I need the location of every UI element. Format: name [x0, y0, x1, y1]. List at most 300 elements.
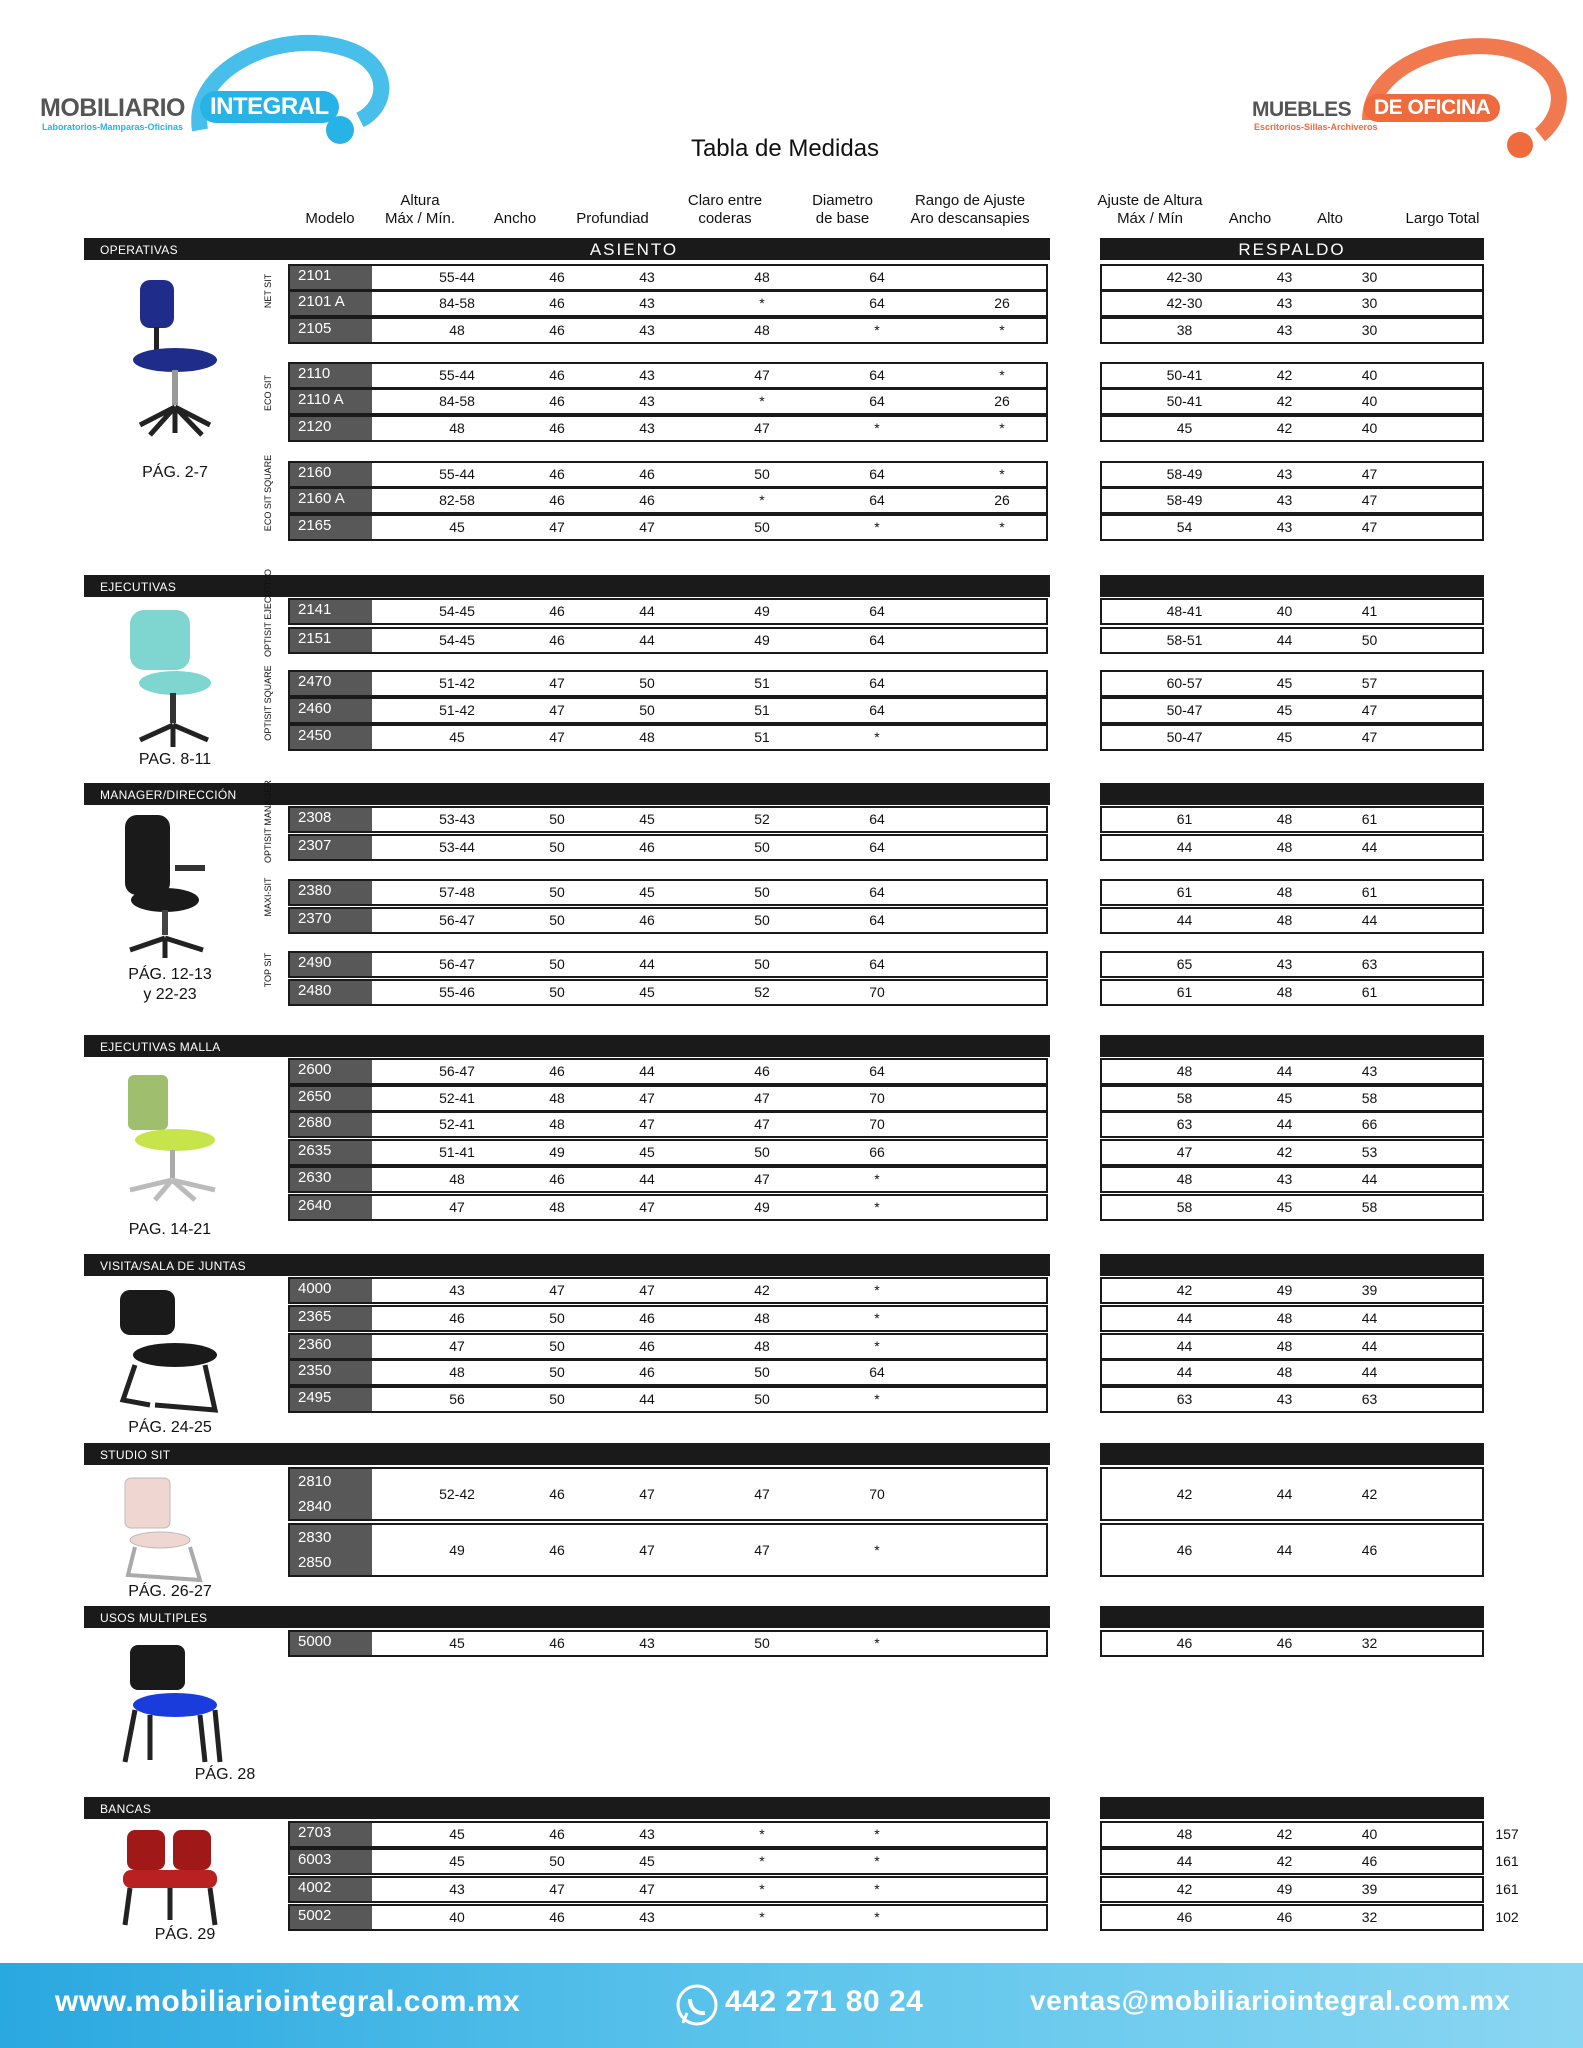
table-row-respaldo: [1100, 1085, 1484, 1112]
table-row-respaldo: [1100, 1467, 1484, 1521]
cell-r: [952, 266, 1052, 289]
cell-p: 46: [639, 839, 655, 855]
section-band-respaldo: [1100, 783, 1484, 805]
cell-l: [1462, 726, 1552, 749]
cell-h: 61: [1361, 811, 1378, 827]
table-row-respaldo: [1100, 879, 1484, 906]
series-label: TOP SIT: [263, 952, 273, 988]
section-label: STUDIO SIT: [100, 1448, 171, 1462]
header-modelo: Modelo: [305, 210, 355, 227]
logo-swoosh-icon: [160, 30, 390, 150]
cell-r: [952, 1087, 1052, 1110]
table-row-respaldo: [1100, 317, 1484, 344]
whatsapp-icon: [675, 1983, 719, 2027]
cell-l: [1462, 953, 1552, 976]
cell-aj: 50-47: [1166, 702, 1203, 718]
table-row-respaldo: [1100, 951, 1484, 978]
section-band: [84, 1443, 1050, 1465]
cell-a: 54-45: [439, 603, 475, 619]
cell-c: 50: [754, 466, 770, 482]
cell-c: 48: [754, 1310, 770, 1326]
cell-l: [1462, 292, 1552, 315]
table-row: [288, 806, 1048, 833]
cell-p: 47: [639, 1090, 655, 1106]
model-number: [290, 1525, 372, 1575]
cell-p: 44: [639, 956, 655, 972]
cell-aj: 42: [1176, 1282, 1193, 1298]
cell-aj: 58: [1176, 1090, 1193, 1106]
cell-w: 46: [549, 492, 565, 508]
cell-w: 50: [549, 956, 565, 972]
cell-a: 48: [449, 1171, 465, 1187]
table-row-respaldo: [1100, 362, 1484, 389]
cell-p: 43: [639, 420, 655, 436]
cell-h: 30: [1361, 269, 1378, 285]
cell-c: *: [759, 492, 765, 508]
cell-a: 82-58: [439, 492, 475, 508]
cell-h: 32: [1361, 1635, 1378, 1651]
table-row: [288, 290, 1048, 317]
model-number: 2630: [290, 1168, 372, 1191]
model-number: 2101 A: [290, 292, 372, 315]
cell-a: 56-47: [439, 1063, 475, 1079]
model-number: 2365: [290, 1307, 372, 1330]
series-label: OPTISIT SQUARE: [263, 665, 273, 741]
cell-aj: 65: [1176, 956, 1193, 972]
table-row: [288, 1876, 1048, 1903]
cell-rw: 48: [1276, 984, 1293, 1000]
cell-p: 50: [639, 702, 655, 718]
table-row-respaldo: [1100, 290, 1484, 317]
cell-r: [952, 629, 1052, 652]
chair-studio-icon: [120, 1475, 210, 1585]
cell-aj: 60-57: [1166, 675, 1203, 691]
cell-a: 45: [449, 1853, 465, 1869]
cell-c: 47: [754, 1486, 770, 1502]
cell-d: 64: [869, 269, 885, 285]
section-band: [84, 575, 1050, 597]
table-row: [288, 1333, 1048, 1360]
model-number: 2490: [290, 953, 372, 976]
table-row-respaldo: [1100, 487, 1484, 514]
cell-l: [1462, 881, 1552, 904]
cell-c: *: [759, 295, 765, 311]
section-band-respaldo: [1100, 1443, 1484, 1465]
table-row: [288, 598, 1048, 625]
cell-h: 44: [1361, 1364, 1378, 1380]
cell-l: [1462, 1469, 1552, 1519]
section-label: VISITA/SALA DE JUNTAS: [100, 1259, 246, 1273]
cell-a: 57-48: [439, 884, 475, 900]
cell-rw: 44: [1276, 1542, 1293, 1558]
cell-aj: 58-51: [1166, 632, 1203, 648]
cell-c: *: [759, 393, 765, 409]
cell-l: 161: [1495, 1853, 1519, 1869]
cell-p: 45: [639, 884, 655, 900]
footer-website[interactable]: www.mobiliariointegral.com.mx: [55, 1985, 521, 2018]
table-row: [288, 317, 1048, 344]
cell-l: [1462, 1335, 1552, 1358]
series-label: MAXI-SIT: [263, 877, 273, 917]
cell-p: 43: [639, 393, 655, 409]
table-row: [288, 951, 1048, 978]
table-row: [288, 1085, 1048, 1112]
cell-w: 46: [549, 1909, 565, 1925]
model-number: 2307: [290, 836, 372, 859]
model-number-b: 2840: [298, 1498, 332, 1515]
table-row: [288, 724, 1048, 751]
model-number: [290, 1469, 372, 1519]
cell-r: [952, 600, 1052, 623]
cell-d: *: [874, 1909, 880, 1925]
table-row: [288, 264, 1048, 291]
cell-w: 48: [549, 1090, 565, 1106]
model-number: 2640: [290, 1196, 372, 1219]
model-number-a: 2830: [298, 1529, 332, 1546]
cell-a: 45: [449, 519, 465, 535]
cell-a: 53-44: [439, 839, 475, 855]
cell-a: 54-45: [439, 632, 475, 648]
cell-rw: 44: [1276, 632, 1293, 648]
cell-p: 45: [639, 811, 655, 827]
model-number: 2160: [290, 463, 372, 486]
section-band-respaldo: [1100, 1035, 1484, 1057]
cell-p: 50: [639, 675, 655, 691]
cell-d: *: [874, 1338, 880, 1354]
table-row-respaldo: [1100, 1359, 1484, 1386]
header-largo: Largo Total: [1405, 210, 1480, 227]
cell-p: 46: [639, 912, 655, 928]
cell-rw: 48: [1276, 912, 1293, 928]
cell-d: 64: [869, 884, 885, 900]
cell-l: [1462, 1087, 1552, 1110]
cell-rw: 48: [1276, 1338, 1293, 1354]
cell-h: 43: [1361, 1063, 1378, 1079]
table-row-respaldo: [1100, 724, 1484, 751]
model-number: 2380: [290, 881, 372, 904]
table-row-respaldo: [1100, 627, 1484, 654]
section-band-respaldo: [1100, 575, 1484, 597]
cell-d: 64: [869, 811, 885, 827]
model-number: 2460: [290, 699, 372, 722]
cell-l: [1462, 808, 1552, 831]
cell-w: 50: [549, 1310, 565, 1326]
cell-r: [952, 1141, 1052, 1164]
table-row-respaldo: [1100, 1058, 1484, 1085]
cell-w: 50: [549, 1338, 565, 1354]
section-label: EJECUTIVAS: [100, 580, 177, 594]
cell-aj: 46: [1176, 1909, 1193, 1925]
table-row: [288, 1523, 1048, 1577]
cell-aj: 63: [1176, 1391, 1193, 1407]
cell-aj: 46: [1176, 1542, 1193, 1558]
cell-aj: 45: [1176, 420, 1193, 436]
cell-p: 44: [639, 1391, 655, 1407]
footer-phone[interactable]: 442 271 80 24: [725, 1985, 924, 2018]
series-label: ECO SIT SQUARE: [263, 454, 273, 532]
cell-c: 50: [754, 519, 770, 535]
cell-w: 50: [549, 912, 565, 928]
series-label: OPTISIT EJECUTIVO: [263, 569, 273, 657]
cell-w: 46: [549, 322, 565, 338]
cell-c: 47: [754, 1542, 770, 1558]
cell-aj: 44: [1176, 839, 1193, 855]
cell-w: 47: [549, 675, 565, 691]
cell-c: 50: [754, 1144, 770, 1160]
cell-l: [1462, 1279, 1552, 1302]
cell-c: 50: [754, 1391, 770, 1407]
cell-rw: 48: [1276, 1310, 1293, 1326]
table-row: [288, 1139, 1048, 1166]
cell-c: 47: [754, 1171, 770, 1187]
page-reference: PAG. 14-21: [128, 1221, 212, 1238]
cell-h: 61: [1361, 884, 1378, 900]
cell-a: 55-44: [439, 466, 475, 482]
cell-rw: 49: [1276, 1881, 1293, 1897]
cell-p: 45: [639, 1853, 655, 1869]
cell-a: 48: [449, 322, 465, 338]
cell-c: 50: [754, 956, 770, 972]
cell-r: [952, 1906, 1052, 1929]
model-number: 2600: [290, 1060, 372, 1083]
cell-r: [952, 1850, 1052, 1873]
cell-r: 26: [994, 492, 1010, 508]
model-number: 2110: [290, 364, 372, 387]
cell-h: 47: [1361, 492, 1378, 508]
cell-rw: 48: [1276, 884, 1293, 900]
cell-h: 44: [1361, 1171, 1378, 1187]
table-row-respaldo: [1100, 1111, 1484, 1138]
section-label: EJECUTIVAS MALLA: [100, 1040, 221, 1054]
cell-r: [952, 1060, 1052, 1083]
cell-d: 64: [869, 393, 885, 409]
cell-p: 43: [639, 269, 655, 285]
section-band: [84, 1797, 1050, 1819]
table-row: [288, 1194, 1048, 1221]
cell-aj: 42: [1176, 1486, 1193, 1502]
cell-aj: 61: [1176, 984, 1193, 1000]
cell-d: 66: [869, 1144, 885, 1160]
cell-rw: 45: [1276, 729, 1293, 745]
cell-d: 64: [869, 295, 885, 311]
cell-h: 42: [1361, 1486, 1378, 1502]
cell-h: 44: [1361, 1338, 1378, 1354]
footer-email[interactable]: ventas@mobiliariointegral.com.mx: [1030, 1985, 1511, 2016]
page-reference: PÁG. 28: [194, 1766, 256, 1783]
cell-a: 45: [449, 729, 465, 745]
cell-a: 47: [449, 1338, 465, 1354]
cell-p: 43: [639, 322, 655, 338]
header-profundidad: Profundiad: [576, 210, 649, 227]
table-row: [288, 1111, 1048, 1138]
cell-w: 47: [549, 1282, 565, 1298]
cell-r: [952, 1525, 1052, 1575]
cell-a: 40: [449, 1909, 465, 1925]
cell-c: 49: [754, 603, 770, 619]
chair-malla-icon: [120, 1070, 225, 1205]
cell-h: 46: [1361, 1542, 1378, 1558]
model-number: 2165: [290, 516, 372, 539]
cell-c: *: [759, 1909, 765, 1925]
cell-d: *: [874, 1635, 880, 1651]
model-number: 2450: [290, 726, 372, 749]
header-diametro: Diametro de base: [812, 192, 873, 227]
cell-w: 50: [549, 1364, 565, 1380]
cell-d: *: [874, 1310, 880, 1326]
cell-w: 46: [549, 1826, 565, 1842]
cell-c: *: [759, 1853, 765, 1869]
cell-l: [1462, 981, 1552, 1004]
cell-l: [1462, 1361, 1552, 1384]
table-row: [288, 1467, 1048, 1521]
cell-r: 26: [994, 295, 1010, 311]
cell-r: [952, 1823, 1052, 1846]
cell-d: 64: [869, 632, 885, 648]
cell-h: 47: [1361, 729, 1378, 745]
cell-r: *: [999, 367, 1005, 383]
cell-d: *: [874, 322, 880, 338]
section-band: [84, 1035, 1050, 1057]
cell-aj: 42: [1176, 1881, 1193, 1897]
cell-p: 48: [639, 729, 655, 745]
cell-d: 64: [869, 675, 885, 691]
cell-l: 157: [1495, 1826, 1519, 1842]
cell-w: 50: [549, 1391, 565, 1407]
cell-w: 48: [549, 1199, 565, 1215]
cell-r: [952, 981, 1052, 1004]
cell-p: 47: [639, 1199, 655, 1215]
chair-operativa-icon: [120, 275, 230, 440]
cell-c: 50: [754, 1635, 770, 1651]
cell-d: 64: [869, 1063, 885, 1079]
cell-l: [1462, 1632, 1552, 1655]
cell-rw: 42: [1276, 1853, 1293, 1869]
table-row: [288, 834, 1048, 861]
cell-h: 53: [1361, 1144, 1378, 1160]
cell-h: 44: [1361, 912, 1378, 928]
cell-w: 46: [549, 269, 565, 285]
cell-p: 47: [639, 1542, 655, 1558]
section-label: MANAGER/DIRECCIÓN: [100, 788, 237, 802]
table-row-respaldo: [1100, 1386, 1484, 1413]
cell-aj: 44: [1176, 1338, 1193, 1354]
cell-d: *: [874, 1391, 880, 1407]
cell-p: 46: [639, 466, 655, 482]
cell-r: [952, 1307, 1052, 1330]
cell-rw: 44: [1276, 1116, 1293, 1132]
cell-l: [1462, 463, 1552, 486]
cell-a: 84-58: [439, 393, 475, 409]
cell-h: 58: [1361, 1090, 1378, 1106]
cell-w: 50: [549, 984, 565, 1000]
cell-w: 46: [549, 420, 565, 436]
table-row: [288, 461, 1048, 488]
series-label: ECO SIT: [263, 375, 273, 412]
cell-rw: 45: [1276, 1090, 1293, 1106]
table-row: [288, 1386, 1048, 1413]
chair-bancas-icon: [115, 1825, 225, 1930]
cell-c: 49: [754, 632, 770, 648]
table-row: [288, 979, 1048, 1006]
model-number: 2110 A: [290, 390, 372, 413]
cell-h: 40: [1361, 1826, 1378, 1842]
cell-p: 44: [639, 1171, 655, 1187]
cell-p: 46: [639, 1364, 655, 1380]
header-altura: Altura Máx / Mín.: [384, 192, 455, 227]
table-row-respaldo: [1100, 1523, 1484, 1577]
cell-aj: 38: [1176, 322, 1193, 338]
cell-h: 39: [1361, 1881, 1378, 1897]
cell-c: 50: [754, 884, 770, 900]
cell-aj: 54: [1176, 519, 1193, 535]
cell-rw: 43: [1276, 492, 1293, 508]
cell-rw: 43: [1276, 1391, 1293, 1407]
cell-p: 43: [639, 295, 655, 311]
table-row-respaldo: [1100, 1848, 1519, 1875]
cell-rw: 48: [1276, 1364, 1293, 1380]
cell-d: *: [874, 729, 880, 745]
header-alto: Alto: [1317, 210, 1343, 227]
cell-h: 46: [1361, 1853, 1378, 1869]
section-label: BANCAS: [100, 1802, 152, 1816]
page-reference: PÁG. 2-7: [142, 464, 208, 481]
cell-a: 52-41: [439, 1090, 475, 1106]
cell-rw: 42: [1276, 367, 1293, 383]
cell-a: 51-42: [439, 702, 475, 718]
cell-w: 46: [549, 1486, 565, 1502]
cell-r: [952, 1388, 1052, 1411]
cell-aj: 63: [1176, 1116, 1193, 1132]
cell-d: 64: [869, 912, 885, 928]
model-number: 2350: [290, 1361, 372, 1384]
logo-right-main: MUEBLES: [1252, 98, 1352, 121]
cell-h: 30: [1361, 295, 1378, 311]
cell-a: 52-41: [439, 1116, 475, 1132]
cell-rw: 43: [1276, 269, 1293, 285]
cell-rw: 43: [1276, 322, 1293, 338]
table-row-respaldo: [1100, 264, 1484, 291]
cell-c: 42: [754, 1282, 770, 1298]
cell-p: 47: [639, 1116, 655, 1132]
cell-d: *: [874, 1826, 880, 1842]
section-band-respaldo: [1100, 1254, 1484, 1276]
cell-h: 32: [1361, 1909, 1378, 1925]
table-row-respaldo: [1100, 1305, 1484, 1332]
cell-l: [1462, 629, 1552, 652]
page-reference: PÁG. 26-27: [128, 1583, 212, 1600]
cell-d: 70: [869, 1090, 885, 1106]
cell-aj: 47: [1176, 1144, 1193, 1160]
section-label: USOS MULTIPLES: [100, 1611, 208, 1625]
cell-aj: 50-47: [1166, 729, 1203, 745]
table-row-respaldo: [1100, 1630, 1484, 1657]
chair-visita-icon: [115, 1285, 225, 1425]
cell-w: 47: [549, 729, 565, 745]
cell-aj: 58: [1176, 1199, 1193, 1215]
page-reference: PÁG. 24-25: [128, 1419, 212, 1436]
cell-rw: 42: [1276, 1144, 1293, 1160]
table-row: [288, 1821, 1048, 1848]
cell-w: 46: [549, 1635, 565, 1651]
cell-a: 47: [449, 1199, 465, 1215]
model-number: 5000: [290, 1632, 372, 1655]
cell-d: *: [874, 519, 880, 535]
cell-w: 46: [549, 1542, 565, 1558]
cell-l: [1462, 672, 1552, 695]
model-number: 4000: [290, 1279, 372, 1302]
cell-d: 70: [869, 984, 885, 1000]
cell-h: 61: [1361, 984, 1378, 1000]
